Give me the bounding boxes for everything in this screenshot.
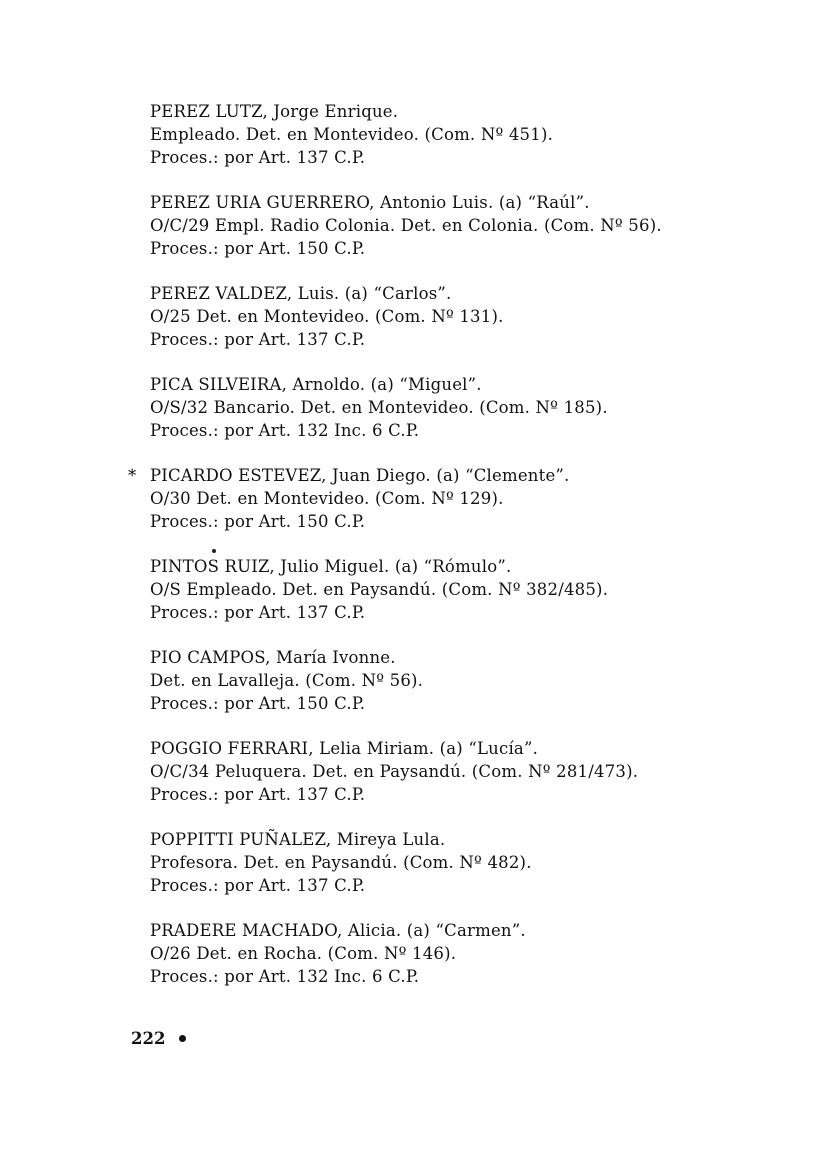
entry (128, 464, 790, 555)
entry (150, 191, 790, 282)
entry-proces: Proces.: por Art. 150 C.P. (150, 512, 366, 531)
entry-name: POPPITTI PUÑALEZ, Mireya Lula. (150, 830, 446, 849)
entry-name: PEREZ URIA GUERRERO, Antonio Luis. (a) “Raúl”. (150, 193, 590, 212)
entry (150, 100, 790, 191)
entry-proces: Proces.: por Art. 137 C.P. (150, 148, 366, 167)
entry-name: PEREZ LUTZ, Jorge Enrique. (150, 102, 399, 121)
entry-detail: O/S/32 Bancario. Det. en Montevideo. (Com. Nº 185). (150, 398, 608, 417)
entry (150, 737, 790, 828)
entry-list (128, 100, 790, 1010)
entry-detail: O/C/29 Empl. Radio Colonia. Det. en Colonia. (Com. Nº 56). (150, 216, 662, 235)
entry-detail: Det. en Lavalleja. (Com. Nº 56). (150, 671, 424, 690)
entry-proces: Proces.: por Art. 132 Inc. 6 C.P. (150, 967, 420, 986)
bullet-icon (179, 1035, 186, 1042)
entry-detail: O/C/34 Peluquera. Det. en Paysandú. (Com. Nº 281/473). (150, 762, 639, 781)
entry (150, 919, 790, 1010)
entry (150, 646, 790, 737)
entry-name: PICA SILVEIRA, Arnoldo. (a) “Miguel”. (150, 375, 482, 394)
entry-name: PINTOS RUIZ, Julio Miguel. (a) “Rómulo”. (150, 557, 512, 576)
page-number: 222 (131, 1029, 166, 1048)
entry-marker: * (128, 466, 137, 485)
entry-detail: O/26 Det. en Rocha. (Com. Nº 146). (150, 944, 457, 963)
entry-proces: Proces.: por Art. 137 C.P. (150, 876, 366, 895)
print-speck (212, 549, 216, 553)
entry-proces: Proces.: por Art. 137 C.P. (150, 785, 366, 804)
entry-detail: Empleado. Det. en Montevideo. (Com. Nº 451). (150, 125, 554, 144)
entry (150, 373, 790, 464)
entry-proces: Proces.: por Art. 137 C.P. (150, 603, 366, 622)
entry-proces: Proces.: por Art. 132 Inc. 6 C.P. (150, 421, 420, 440)
page-footer (131, 1027, 186, 1050)
entry-proces: Proces.: por Art. 150 C.P. (150, 694, 366, 713)
entry-name: PEREZ VALDEZ, Luis. (a) “Carlos”. (150, 284, 452, 303)
entry-name: PICARDO ESTEVEZ, Juan Diego. (a) “Clemente”. (150, 466, 570, 485)
entry-name: PIO CAMPOS, María Ivonne. (150, 648, 396, 667)
entry-name: POGGIO FERRARI, Lelia Miriam. (a) “Lucía”. (150, 739, 539, 758)
entry-detail: O/25 Det. en Montevideo. (Com. Nº 131). (150, 307, 504, 326)
entry (150, 282, 790, 373)
entry-name: PRADERE MACHADO, Alicia. (a) “Carmen”. (150, 921, 526, 940)
entry-detail: Profesora. Det. en Paysandú. (Com. Nº 482). (150, 853, 532, 872)
entry-proces: Proces.: por Art. 150 C.P. (150, 239, 366, 258)
entry-proces: Proces.: por Art. 137 C.P. (150, 330, 366, 349)
entry (150, 828, 790, 919)
entry (150, 555, 790, 646)
entry-detail: O/S Empleado. Det. en Paysandú. (Com. Nº 382/485). (150, 580, 609, 599)
entry-detail: O/30 Det. en Montevideo. (Com. Nº 129). (150, 489, 504, 508)
